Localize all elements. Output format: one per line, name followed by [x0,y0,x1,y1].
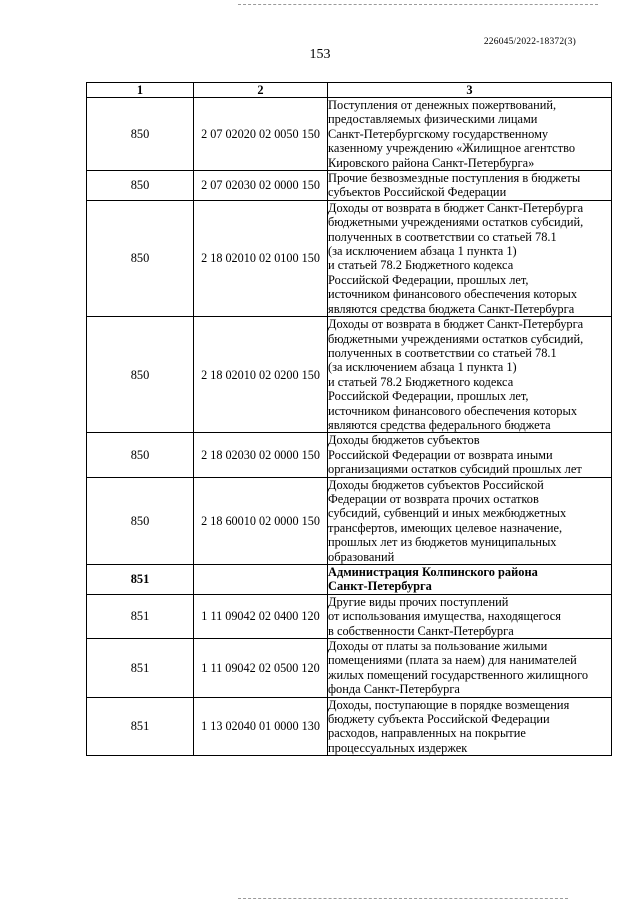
budget-classification-code-cell: 1 13 02040 01 0000 130 [194,697,328,756]
revenue-description-cell [328,639,612,698]
description-line: источником финансового обеспечения которых [328,403,578,418]
revenue-description-cell [328,565,612,595]
table-row [87,477,612,564]
budget-classification-code-cell: 2 07 02020 02 0050 150 [194,98,328,171]
description-line: Поступления от денежных пожертвований, [328,98,557,112]
admin-code-cell: 851 [87,594,194,638]
admin-code-cell: 850 [87,171,194,201]
description-line: организациями остатков субсидий прошлых лет [328,462,582,477]
table-row [87,639,612,698]
revenue-description-cell [328,317,612,433]
column-header-2: 2 [194,83,328,98]
column-header-1: 1 [87,83,194,98]
description-line: (за исключением абзаца 1 пункта 1) [328,244,517,259]
description-line: и статьей 78.2 Бюджетного кодекса [328,258,514,273]
description-line: казенному учреждению «Жилищное агентство [328,141,576,156]
revenue-description-cell [328,98,612,171]
description-line: Администрация Колпинского района [328,565,538,579]
description-line: помещениями (плата за наем) для нанимателей [328,653,577,668]
budget-classification-code-cell: 2 18 02010 02 0100 150 [194,200,328,316]
description-line: и статьей 78.2 Бюджетного кодекса [328,374,514,389]
description-line: жилых помещений государственного жилищного [328,667,589,682]
description-line: бюджету субъекта Российской Федерации [328,712,550,727]
description-line: Российской Федерации, прошлых лет, [328,272,529,287]
description-line: расходов, направленных на покрытие [328,726,526,741]
budget-classification-code-cell [194,565,328,595]
description-line: Доходы бюджетов субъектов [328,433,480,448]
revenue-codes-table [86,82,612,756]
description-line: Российской Федерации от возврата иными [328,447,553,462]
document-id: 226045/2022-18372(3) [483,37,576,47]
revenue-description-cell [328,477,612,564]
admin-code-cell: 851 [87,697,194,756]
table-header-row [87,83,612,98]
revenue-description-cell [328,697,612,756]
table-row [87,171,612,201]
admin-code-cell: 850 [87,98,194,171]
description-line: Доходы бюджетов субъектов Российской [328,477,544,492]
description-line: Санкт-Петербургскому государственному [328,126,549,141]
revenue-description-cell [328,594,612,638]
description-line: прошлых лет из бюджетов муниципальных [328,535,557,550]
budget-classification-code-cell: 1 11 09042 02 0400 120 [194,594,328,638]
description-line: Доходы от возврата в бюджет Санкт-Петербурга [328,317,584,332]
description-line: Санкт-Петербурга [328,579,432,594]
admin-code-cell: 851 [87,565,194,595]
description-line: Российской Федерации, прошлых лет, [328,389,529,404]
budget-classification-code-cell: 2 18 02030 02 0000 150 [194,433,328,477]
admin-code-cell: 850 [87,433,194,477]
description-line: полученных в соответствии со статьей 78.1 [328,229,557,244]
description-line: (за исключением абзаца 1 пункта 1) [328,360,517,375]
description-line: являются средства федерального бюджета [328,417,551,432]
description-line: образований [328,549,395,564]
revenue-description-cell [328,200,612,316]
description-line: полученных в соответствии со статьей 78.1 [328,345,557,360]
admin-code-cell: 850 [87,477,194,564]
revenue-description-cell [328,171,612,201]
description-line: Федерации от возврата прочих остатков [328,491,539,506]
budget-classification-code-cell: 1 11 09042 02 0500 120 [194,639,328,698]
admin-code-cell: 850 [87,317,194,433]
description-line: Доходы от платы за пользование жилыми [328,639,548,654]
budget-classification-code-cell: 2 18 60010 02 0000 150 [194,477,328,564]
description-line: процессуальных издержек [328,740,468,755]
budget-classification-code-cell: 2 18 02010 02 0200 150 [194,317,328,433]
revenue-description-cell [328,433,612,477]
admin-code-cell: 850 [87,200,194,316]
table-row [87,98,612,171]
description-line: от использования имущества, находящегося [328,609,561,624]
description-line: Другие виды прочих поступлений [328,594,509,609]
description-line: источником финансового обеспечения которых [328,287,578,302]
column-header-3: 3 [328,83,612,98]
table-row [87,697,612,756]
description-line: Кировского района Санкт-Петербурга» [328,155,535,170]
page-number: 153 [309,47,331,62]
description-line: предоставляемых физическими лицами [328,112,538,127]
top-scan-edge [238,4,598,5]
description-line: Доходы, поступающие в порядке возмещения [328,697,570,712]
description-line: трансфертов, имеющих целевое назначение, [328,520,563,535]
table-row [87,200,612,316]
description-line: фонда Санкт-Петербурга [328,682,460,697]
bottom-scan-edge [238,898,568,899]
table-row [87,317,612,433]
description-line: Прочие безвозмездные поступления в бюджеты [328,171,581,186]
description-line: в собственности Санкт-Петербурга [328,623,514,638]
budget-classification-code-cell: 2 07 02030 02 0000 150 [194,171,328,201]
description-line: субъектов Российской Федерации [328,185,507,200]
description-line: Доходы от возврата в бюджет Санкт-Петербурга [328,200,584,215]
table-row [87,594,612,638]
table-row [87,565,612,595]
description-line: бюджетными учреждениями остатков субсидий, [328,331,584,346]
description-line: субсидий, субвенций и иных межбюджетных [328,506,567,521]
description-line: бюджетными учреждениями остатков субсидий, [328,215,584,230]
description-line: являются средства бюджета Санкт-Петербурга [328,301,575,316]
table-row [87,433,612,477]
admin-code-cell: 851 [87,639,194,698]
